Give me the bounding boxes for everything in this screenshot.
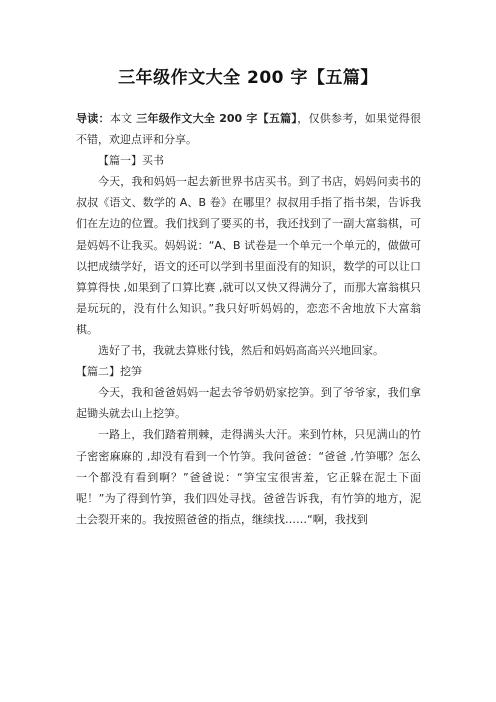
intro-text-before: 本文 [109, 112, 137, 125]
intro-paragraph [76, 108, 421, 150]
section-paragraph: 今天，我和妈妈一起去新世界书店买书。到了书店，妈妈问卖书的叔叔《语文、数学的 A、B 卷》在哪里？叔叔用手指了指书架，告诉我们在左边的位置。我们找到了要买的书，我还找到了一副大富翁棋，可是妈妈不让我买。妈妈说：“A、B 试卷是一个单元一个单元的，做做可以把成绩学好，语文的还可以学到书里面没有的知识，数学的可以让口算算得快 ,如果到了口算比赛 ,就可以又快又得满分了，而那大富翁棋只是玩玩的，没有什么知识。”我只好听妈妈的，恋恋不舍地放下大富翁棋。 [76, 175, 421, 336]
section-heading: 【篇一】买书 [98, 154, 164, 168]
section-heading: 【篇二】挖笋 [76, 365, 142, 379]
page-title: 三年级作文大全 200 字【五篇】 [118, 68, 378, 88]
intro-label: 导读： [76, 112, 110, 125]
section-paragraph: 一路上，我们踏着荆棘，走得满头大汗。来到竹林，只见满山的竹子密密麻麻的 ,却没有看到一个竹笋。我问爸爸：“爸爸 ,竹笋哪？怎么一个都没有看到啊？”爸爸说：“笋宝宝很害羞，它正躲在泥土下面呢！”为了得到竹笋，我们四处寻找。爸爸告诉我，有竹笋的地方，泥土会裂开来的。我按照爸爸的指点，继续找……“啊，我找到 [76, 428, 421, 526]
intro-text-after: ，仅供参考，如果觉得很不错，欢迎点评和分享。 [76, 112, 422, 147]
section-paragraph: 选好了书，我就去算账付钱，然后和妈妈高高兴兴地回家。 [98, 344, 384, 358]
intro-bold-title: 三年级作文大全 200 字【五篇】 [136, 112, 298, 125]
section-paragraph: 今天，我和爸爸妈妈一起去爷爷奶奶家挖笋。到了爷爷家，我们拿起锄头就去山上挖笋。 [76, 386, 421, 421]
document-body [76, 108, 421, 530]
